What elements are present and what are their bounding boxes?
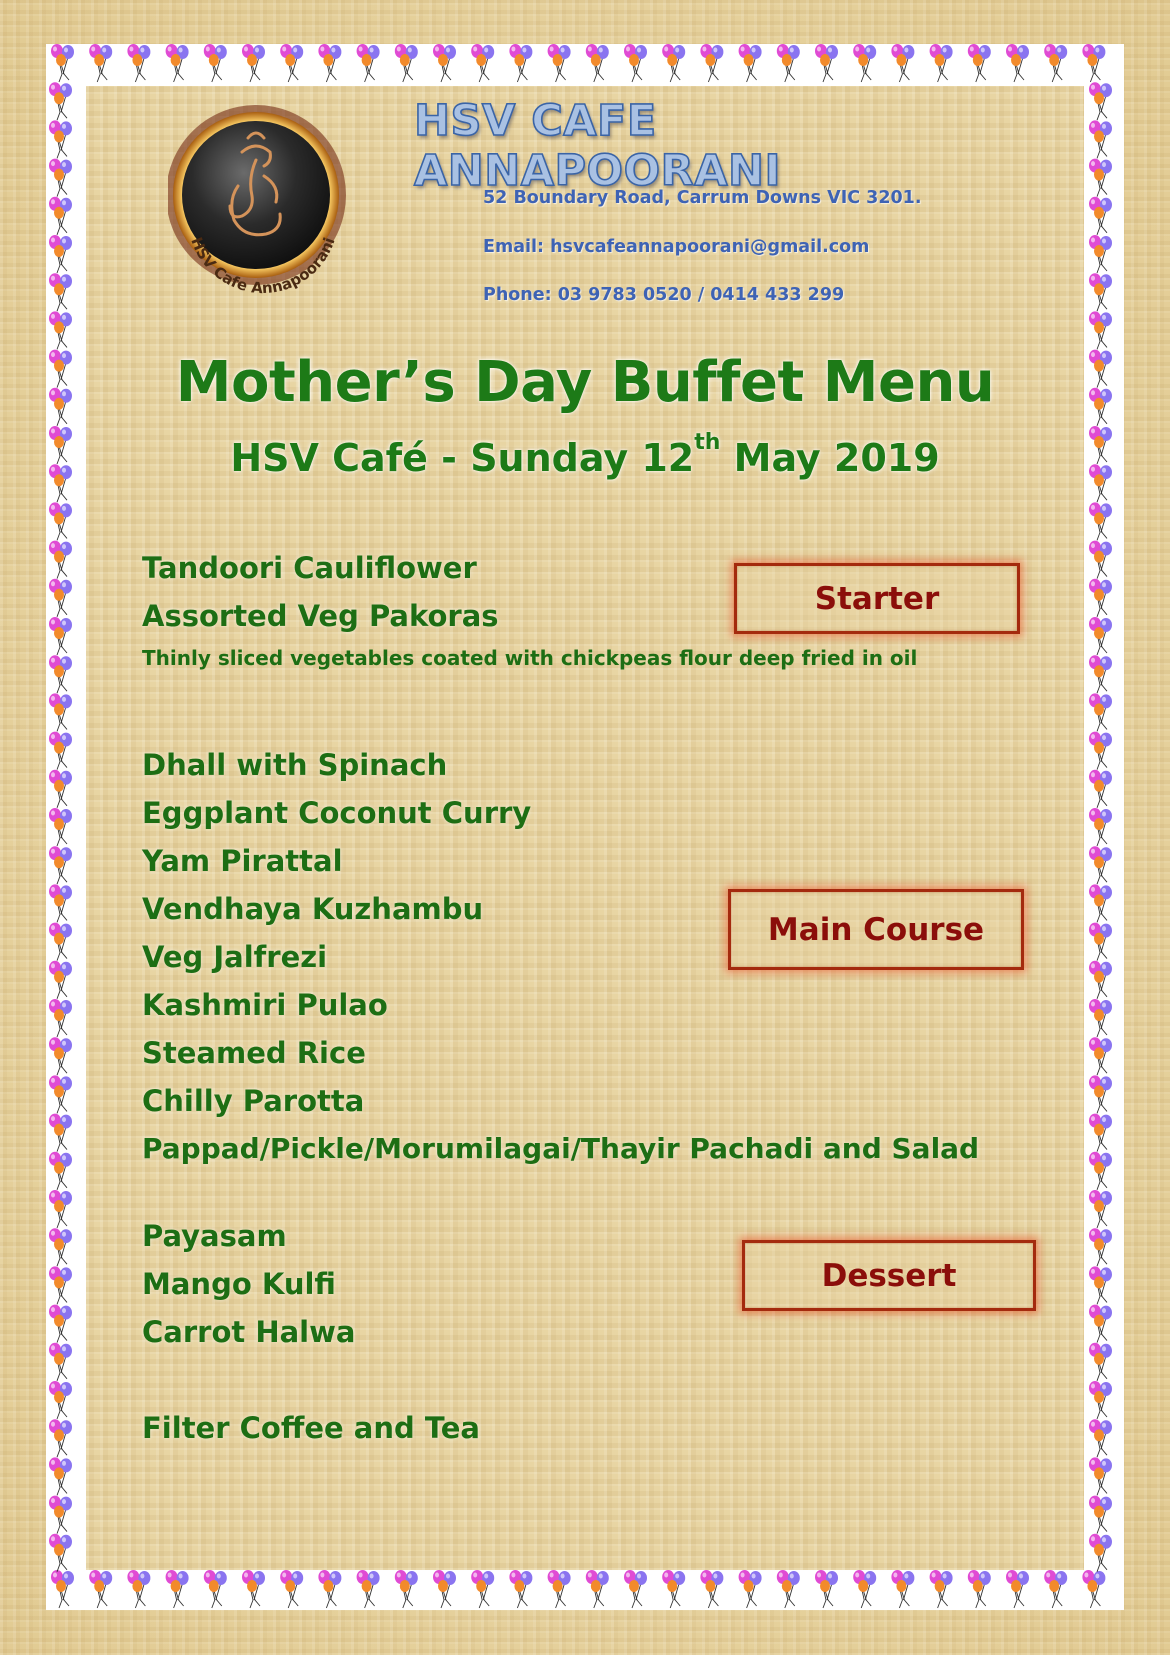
balloon-icon <box>1089 1419 1112 1457</box>
balloon-icon <box>280 44 303 82</box>
balloon-icon <box>624 1570 647 1608</box>
menu-item: Carrot Halwa <box>142 1315 356 1349</box>
balloon-icon <box>1089 1343 1112 1381</box>
balloon-icon <box>51 1570 74 1608</box>
balloon-icon <box>777 1570 800 1608</box>
balloon-icon <box>1089 999 1112 1037</box>
balloon-icon <box>777 44 800 82</box>
balloon-icon <box>204 44 227 82</box>
balloon-icon <box>1089 1534 1112 1572</box>
balloon-icon <box>739 1570 762 1608</box>
balloon-icon <box>49 884 72 922</box>
balloon-icon <box>509 1570 532 1608</box>
balloon-icon <box>1089 923 1112 961</box>
section-label-main-course: Main Course <box>728 889 1024 970</box>
balloon-icon <box>49 1305 72 1343</box>
balloon-icon <box>891 1570 914 1608</box>
balloon-icon <box>1089 617 1112 655</box>
balloon-icon <box>586 44 609 82</box>
balloon-icon <box>49 1496 72 1534</box>
balloon-icon <box>1089 808 1112 846</box>
balloon-icon <box>1089 1266 1112 1304</box>
balloon-icon <box>815 1570 838 1608</box>
balloon-icon <box>49 235 72 273</box>
balloon-icon <box>49 273 72 311</box>
balloon-icon <box>49 655 72 693</box>
balloon-icon <box>49 197 72 235</box>
balloon-icon <box>1089 1305 1112 1343</box>
menu-item: Eggplant Coconut Curry <box>142 796 532 830</box>
menu-item: Kashmiri Pulao <box>142 988 388 1022</box>
balloon-icon <box>49 770 72 808</box>
balloon-icon <box>49 1037 72 1075</box>
menu-item: Pappad/Pickle/Morumilagai/Thayir Pachadi and Salad <box>142 1132 980 1165</box>
balloon-icon <box>624 44 647 82</box>
menu-item: Tandoori Cauliflower <box>142 551 477 585</box>
balloon-icon <box>204 1570 227 1608</box>
menu-item: Dhall with Spinach <box>142 748 448 782</box>
balloon-icon <box>1089 770 1112 808</box>
balloon-icon <box>471 1570 494 1608</box>
balloon-icon <box>1044 1570 1067 1608</box>
balloon-icon <box>49 961 72 999</box>
balloon-icon <box>891 44 914 82</box>
balloon-icon <box>662 1570 685 1608</box>
balloon-icon <box>51 44 74 82</box>
balloon-icon <box>49 311 72 349</box>
balloon-icon <box>49 502 72 540</box>
balloon-icon <box>166 44 189 82</box>
balloon-icon <box>49 923 72 961</box>
balloon-icon <box>49 1190 72 1228</box>
balloon-icon <box>1082 44 1105 82</box>
balloon-icon <box>242 1570 265 1608</box>
balloon-icon <box>49 1114 72 1152</box>
balloon-icon <box>49 1381 72 1419</box>
balloon-icon <box>586 1570 609 1608</box>
balloon-icon <box>1089 1190 1112 1228</box>
balloon-icon <box>433 1570 456 1608</box>
balloon-icon <box>1089 1381 1112 1419</box>
balloon-icon <box>1089 846 1112 884</box>
subtitle-suffix: May 2019 <box>720 436 940 480</box>
balloon-icon <box>548 1570 571 1608</box>
balloon-icon <box>1089 1496 1112 1534</box>
balloon-icon <box>49 846 72 884</box>
balloon-icon <box>49 120 72 158</box>
menu-item: Payasam <box>142 1219 287 1253</box>
balloon-icon <box>1082 1570 1105 1608</box>
menu-item: Veg Jalfrezi <box>142 940 328 974</box>
balloon-icon <box>853 44 876 82</box>
menu-item: Mango Kulfi <box>142 1267 336 1301</box>
address-text: 52 Boundary Road, Carrum Downs VIC 3201. <box>483 188 922 208</box>
balloon-icon <box>395 1570 418 1608</box>
balloon-icon <box>1089 693 1112 731</box>
balloon-icon <box>968 44 991 82</box>
email-text: Email: hsvcafeannapoorani@gmail.com <box>483 237 870 257</box>
balloon-icon <box>853 1570 876 1608</box>
balloon-icon <box>395 44 418 82</box>
balloon-icon <box>1089 732 1112 770</box>
balloon-icon <box>1089 502 1112 540</box>
balloon-icon <box>1089 1228 1112 1266</box>
balloon-icon <box>1089 235 1112 273</box>
menu-item-description: Thinly sliced vegetables coated with chickpeas flour deep fried in oil <box>142 646 918 670</box>
cafe-brand-title: HSV CAFE ANNAPOORANI <box>414 96 782 196</box>
balloon-icon <box>1044 44 1067 82</box>
balloon-icon <box>1089 82 1112 120</box>
balloon-icon <box>1089 961 1112 999</box>
balloon-icon <box>739 44 762 82</box>
logo-text: HSV Cafe Annapoorani <box>187 234 339 298</box>
menu-title: Mother’s Day Buffet Menu <box>175 350 995 415</box>
balloon-icon <box>127 1570 150 1608</box>
balloon-icon <box>1089 884 1112 922</box>
menu-item: Assorted Veg Pakoras <box>142 599 499 633</box>
balloon-icon <box>49 617 72 655</box>
balloon-icon <box>357 44 380 82</box>
balloon-icon <box>1089 1075 1112 1113</box>
balloon-icon <box>700 1570 723 1608</box>
balloon-icon <box>89 44 112 82</box>
balloon-icon <box>1006 44 1029 82</box>
balloon-icon <box>89 1570 112 1608</box>
balloon-icon <box>49 1228 72 1266</box>
balloon-icon <box>930 44 953 82</box>
subtitle-superscript: th <box>694 430 721 455</box>
balloon-icon <box>1089 311 1112 349</box>
balloon-icon <box>242 44 265 82</box>
menu-item: Steamed Rice <box>142 1036 366 1070</box>
balloon-icon <box>1089 1152 1112 1190</box>
balloon-icon <box>1089 159 1112 197</box>
balloon-icon <box>318 44 341 82</box>
balloon-icon <box>49 999 72 1037</box>
balloon-icon <box>433 44 456 82</box>
balloon-icon <box>1089 120 1112 158</box>
balloon-icon <box>49 1457 72 1495</box>
balloon-icon <box>49 579 72 617</box>
balloon-icon <box>662 44 685 82</box>
balloon-icon <box>280 1570 303 1608</box>
balloon-icon <box>700 44 723 82</box>
balloon-icon <box>1089 197 1112 235</box>
balloon-icon <box>815 44 838 82</box>
balloon-icon <box>49 732 72 770</box>
balloon-icon <box>509 44 532 82</box>
balloon-icon <box>49 1152 72 1190</box>
menu-item: Chilly Parotta <box>142 1084 365 1118</box>
balloon-icon <box>49 1534 72 1572</box>
balloon-icon <box>471 44 494 82</box>
balloon-icon <box>49 1075 72 1113</box>
balloon-icon <box>1089 579 1112 617</box>
menu-subtitle <box>0 430 1170 480</box>
balloon-icon <box>318 1570 341 1608</box>
balloon-icon <box>930 1570 953 1608</box>
phone-text: Phone: 03 9783 0520 / 0414 433 299 <box>483 285 845 305</box>
balloon-icon <box>968 1570 991 1608</box>
section-label-starter: Starter <box>734 563 1020 634</box>
balloon-icon <box>49 808 72 846</box>
menu-item: Filter Coffee and Tea <box>142 1411 480 1445</box>
balloon-icon <box>1006 1570 1029 1608</box>
balloon-icon <box>1089 1457 1112 1495</box>
balloon-icon <box>1089 655 1112 693</box>
balloon-icon <box>548 44 571 82</box>
balloon-icon <box>166 1570 189 1608</box>
balloon-icon <box>49 1343 72 1381</box>
balloon-icon <box>1089 1114 1112 1152</box>
menu-item: Yam Pirattal <box>142 844 343 878</box>
balloon-icon <box>1089 541 1112 579</box>
balloon-icon <box>127 44 150 82</box>
menu-item: Vendhaya Kuzhambu <box>142 892 484 926</box>
section-label-dessert: Dessert <box>742 1240 1036 1311</box>
balloon-icon <box>49 693 72 731</box>
balloon-icon <box>49 1419 72 1457</box>
balloon-icon <box>357 1570 380 1608</box>
balloon-icon <box>49 159 72 197</box>
balloon-icon <box>49 541 72 579</box>
balloon-icon <box>1089 1037 1112 1075</box>
cafe-logo <box>168 100 354 300</box>
balloon-icon <box>49 82 72 120</box>
subtitle-prefix: HSV Café - Sunday 12 <box>230 436 695 480</box>
balloon-icon <box>49 1266 72 1304</box>
balloon-icon <box>1089 273 1112 311</box>
